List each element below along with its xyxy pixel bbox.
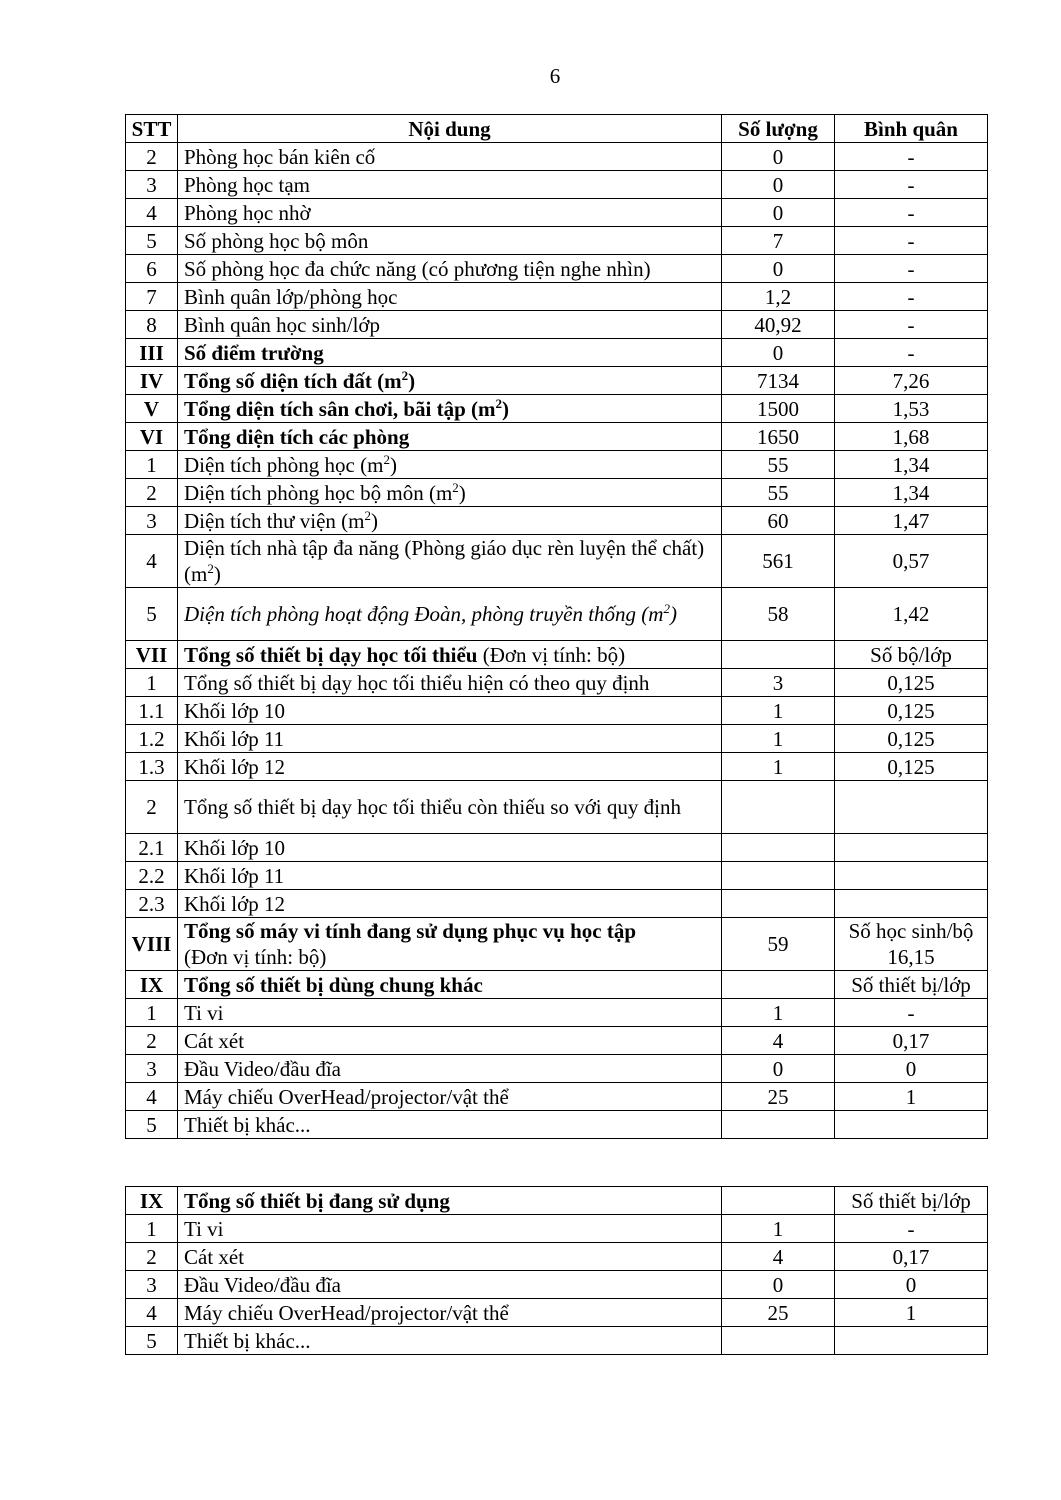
row-quantity: 0 <box>722 143 835 171</box>
row-content <box>178 451 722 479</box>
table-row <box>126 890 988 918</box>
row-stt: 1 <box>126 999 178 1027</box>
row-average: 0,57 <box>835 535 988 588</box>
equipment-in-use-table <box>125 1186 988 1355</box>
row-content <box>178 1187 722 1215</box>
row-quantity: 7 <box>722 227 835 255</box>
table-row <box>126 1187 988 1215</box>
row-average: 1 <box>835 1083 988 1111</box>
row-content-text: Tổng số máy vi tính đang sử dụng phục vụ học tập <box>184 919 637 943</box>
row-quantity <box>722 641 835 669</box>
row-average: - <box>835 143 988 171</box>
row-average: - <box>835 339 988 367</box>
row-quantity: 4 <box>722 1027 835 1055</box>
row-quantity <box>722 1187 835 1215</box>
row-content <box>178 283 722 311</box>
row-quantity: 55 <box>722 451 835 479</box>
unit-superscript: 2 <box>663 601 670 616</box>
row-stt: 2 <box>126 143 178 171</box>
row-content <box>178 918 722 971</box>
row-average: 1,47 <box>835 507 988 535</box>
row-content-text: Thiết bị khác... <box>184 1112 311 1137</box>
row-quantity <box>722 781 835 834</box>
table-header-row <box>126 115 988 143</box>
row-content-text: Cát xét <box>184 1244 245 1269</box>
row-quantity: 1 <box>722 1215 835 1243</box>
row-quantity: 0 <box>722 171 835 199</box>
row-stt: 1 <box>126 1215 178 1243</box>
row-quantity <box>722 834 835 862</box>
row-content <box>178 255 722 283</box>
row-stt: 3 <box>126 171 178 199</box>
row-content-text: Diện tích phòng học bộ môn (m <box>184 480 453 505</box>
row-content-text: Tổng số diện tích đất (m <box>184 368 402 393</box>
row-stt: 4 <box>126 535 178 588</box>
row-stt: 2.3 <box>126 890 178 918</box>
row-content <box>178 1055 722 1083</box>
table-row <box>126 507 988 535</box>
row-content <box>178 479 722 507</box>
row-average: - <box>835 311 988 339</box>
unit-superscript: 2 <box>207 561 214 576</box>
row-content <box>178 1271 722 1299</box>
row-average <box>835 1327 988 1355</box>
row-average: Số học sinh/bộ 16,15 <box>835 918 988 971</box>
row-quantity: 1,2 <box>722 283 835 311</box>
row-content <box>178 423 722 451</box>
row-quantity <box>722 971 835 999</box>
row-content-text: Phòng học bán kiên cố <box>184 144 376 169</box>
unit-suffix: ) <box>669 602 677 626</box>
row-content-text: Diện tích nhà tập đa năng (Phòng giáo dục rèn luyện thể chất) (m <box>184 536 705 586</box>
header-content: Nội dung <box>178 115 722 143</box>
table-row <box>126 199 988 227</box>
unit-note: (Đơn vị tính: bộ) <box>477 642 626 667</box>
row-content <box>178 339 722 367</box>
row-content-text: Tổng diện tích các phòng <box>184 424 410 449</box>
row-quantity: 4 <box>722 1243 835 1271</box>
table-row <box>126 423 988 451</box>
row-average: 0,125 <box>835 725 988 753</box>
row-average <box>835 781 988 834</box>
table-row <box>126 227 988 255</box>
row-content-text: Tổng số thiết bị dạy học tối thiểu còn thiếu so với quy định <box>184 795 681 819</box>
row-content <box>178 199 722 227</box>
row-average: 0,17 <box>835 1027 988 1055</box>
row-content-text: Diện tích phòng học (m <box>184 452 384 477</box>
row-average: - <box>835 999 988 1027</box>
row-content-text: Thiết bị khác... <box>184 1328 311 1353</box>
row-quantity: 1500 <box>722 395 835 423</box>
row-quantity: 1 <box>722 999 835 1027</box>
row-quantity: 1 <box>722 725 835 753</box>
row-stt: 3 <box>126 507 178 535</box>
row-content <box>178 535 722 588</box>
row-average: Số bộ/lớp <box>835 641 988 669</box>
row-content-text: Diện tích thư viện (m <box>184 508 365 533</box>
table-row <box>126 834 988 862</box>
row-stt: III <box>126 339 178 367</box>
row-stt: VIII <box>126 918 178 971</box>
row-stt: IX <box>126 1187 178 1215</box>
table-row <box>126 535 988 588</box>
row-content-text: Đầu Video/đầu đĩa <box>184 1056 341 1081</box>
row-content-text: Máy chiếu OverHead/projector/vật thể <box>184 1084 509 1109</box>
row-content-text: Tổng diện tích sân chơi, bãi tập (m <box>184 396 496 421</box>
row-average <box>835 1111 988 1139</box>
row-quantity: 1 <box>722 753 835 781</box>
row-quantity: 25 <box>722 1299 835 1327</box>
page-number: 6 <box>549 64 561 88</box>
unit-superscript: 2 <box>452 479 459 495</box>
row-content <box>178 725 722 753</box>
row-content-text: Khối lớp 12 <box>184 754 285 779</box>
unit-suffix: ) <box>458 480 466 505</box>
header-average: Bình quân <box>835 115 988 143</box>
row-stt: 5 <box>126 227 178 255</box>
table-row <box>126 999 988 1027</box>
row-content <box>178 1083 722 1111</box>
row-content-text: Cát xét <box>184 1028 245 1053</box>
table-row <box>126 1215 988 1243</box>
row-quantity: 60 <box>722 507 835 535</box>
row-content <box>178 1215 722 1243</box>
row-content-text: Bình quân lớp/phòng học <box>184 284 398 309</box>
row-quantity: 1650 <box>722 423 835 451</box>
row-average: Số thiết bị/lớp <box>835 971 988 999</box>
row-content <box>178 367 722 395</box>
row-stt: 3 <box>126 1055 178 1083</box>
row-stt: 8 <box>126 311 178 339</box>
row-average: 1,34 <box>835 479 988 507</box>
row-quantity: 7134 <box>722 367 835 395</box>
row-content <box>178 227 722 255</box>
row-content-text: Khối lớp 10 <box>184 698 285 723</box>
table-row <box>126 1083 988 1111</box>
table-row <box>126 283 988 311</box>
row-content-text: Phòng học nhờ <box>184 200 311 225</box>
table-row <box>126 781 988 834</box>
table-row <box>126 367 988 395</box>
table-row <box>126 971 988 999</box>
row-average: 0,125 <box>835 669 988 697</box>
row-average: 1,68 <box>835 423 988 451</box>
row-average: Số thiết bị/lớp <box>835 1187 988 1215</box>
row-quantity: 1 <box>722 697 835 725</box>
row-content <box>178 1243 722 1271</box>
row-quantity: 58 <box>722 588 835 641</box>
row-stt: 3 <box>126 1271 178 1299</box>
row-stt: 1.1 <box>126 697 178 725</box>
row-average: - <box>835 227 988 255</box>
unit-superscript: 2 <box>401 367 409 383</box>
row-stt: 4 <box>126 1083 178 1111</box>
row-content <box>178 890 722 918</box>
row-stt: 6 <box>126 255 178 283</box>
table-row <box>126 1271 988 1299</box>
row-average: - <box>835 1215 988 1243</box>
row-content <box>178 143 722 171</box>
row-content-text: Tổng số thiết bị dạy học tối thiểu <box>184 642 478 667</box>
row-content-text: Ti vi <box>184 1216 224 1241</box>
unit-suffix: ) <box>502 396 510 421</box>
row-content <box>178 395 722 423</box>
table-row <box>126 339 988 367</box>
row-stt: VI <box>126 423 178 451</box>
row-quantity: 0 <box>722 1271 835 1299</box>
unit-suffix: ) <box>371 508 379 533</box>
row-content-text: Tổng số thiết bị dạy học tối thiểu hiện có theo quy định <box>184 670 650 695</box>
table-row <box>126 697 988 725</box>
row-content <box>178 697 722 725</box>
facilities-table <box>125 114 988 1139</box>
table-row <box>126 1055 988 1083</box>
table-row <box>126 1299 988 1327</box>
row-average: - <box>835 171 988 199</box>
row-average <box>835 862 988 890</box>
row-stt: 2 <box>126 781 178 834</box>
row-average: 1,53 <box>835 395 988 423</box>
table-row <box>126 641 988 669</box>
row-content-text: Khối lớp 10 <box>184 835 285 860</box>
row-content-text: Tổng số thiết bị dùng chung khác <box>184 972 483 997</box>
row-average <box>835 890 988 918</box>
row-quantity: 3 <box>722 669 835 697</box>
row-content <box>178 971 722 999</box>
row-stt: 2 <box>126 1027 178 1055</box>
row-content-text: Phòng học tạm <box>184 172 310 197</box>
row-stt: IX <box>126 971 178 999</box>
table-row <box>126 588 988 641</box>
row-content <box>178 507 722 535</box>
row-content <box>178 1327 722 1355</box>
row-stt: 2.1 <box>126 834 178 862</box>
row-stt: VII <box>126 641 178 669</box>
row-quantity <box>722 890 835 918</box>
table-row <box>126 479 988 507</box>
row-stt: 2.2 <box>126 862 178 890</box>
row-stt: 1 <box>126 451 178 479</box>
row-quantity: 59 <box>722 918 835 971</box>
row-stt: 5 <box>126 1111 178 1139</box>
row-content-text: Số điểm trường <box>184 340 324 365</box>
table-row <box>126 1027 988 1055</box>
row-average: 0,125 <box>835 697 988 725</box>
row-stt: 4 <box>126 199 178 227</box>
row-content <box>178 834 722 862</box>
row-content <box>178 588 722 641</box>
row-content-text: Máy chiếu OverHead/projector/vật thể <box>184 1300 509 1325</box>
table-row <box>126 1243 988 1271</box>
row-content <box>178 1027 722 1055</box>
row-average: 0 <box>835 1271 988 1299</box>
row-content <box>178 171 722 199</box>
unit-note: (Đơn vị tính: bộ) <box>184 945 327 969</box>
unit-superscript: 2 <box>383 451 390 467</box>
row-average: 1,34 <box>835 451 988 479</box>
row-average <box>835 834 988 862</box>
row-stt: 1.3 <box>126 753 178 781</box>
row-content-text: Bình quân học sinh/lớp <box>184 312 381 337</box>
row-stt: IV <box>126 367 178 395</box>
row-quantity: 40,92 <box>722 311 835 339</box>
row-stt: 5 <box>126 1327 178 1355</box>
header-stt: STT <box>126 115 178 143</box>
table-row <box>126 451 988 479</box>
row-quantity: 0 <box>722 339 835 367</box>
row-content <box>178 669 722 697</box>
row-content-text: Tổng số thiết bị đang sử dụng <box>184 1188 450 1213</box>
row-average: - <box>835 283 988 311</box>
row-average: 1 <box>835 1299 988 1327</box>
unit-suffix: ) <box>408 368 416 393</box>
row-content-text: Ti vi <box>184 1000 224 1025</box>
row-stt: 2 <box>126 1243 178 1271</box>
row-content-text: Khối lớp 11 <box>184 863 285 888</box>
row-quantity <box>722 1327 835 1355</box>
row-average: 7,26 <box>835 367 988 395</box>
row-content-text: Diện tích phòng hoạt động Đoàn, phòng truyền thống (m <box>184 602 664 626</box>
row-average: - <box>835 199 988 227</box>
row-quantity: 25 <box>722 1083 835 1111</box>
table-row <box>126 1327 988 1355</box>
row-average: 1,42 <box>835 588 988 641</box>
row-content <box>178 1299 722 1327</box>
row-quantity: 0 <box>722 1055 835 1083</box>
row-quantity: 0 <box>722 199 835 227</box>
row-quantity <box>722 862 835 890</box>
row-content-text: Khối lớp 11 <box>184 726 285 751</box>
row-stt: 1.2 <box>126 725 178 753</box>
row-stt: 2 <box>126 479 178 507</box>
row-average: 0,125 <box>835 753 988 781</box>
row-quantity <box>722 1111 835 1139</box>
row-average: 0,17 <box>835 1243 988 1271</box>
unit-suffix: ) <box>389 452 397 477</box>
unit-superscript: 2 <box>495 395 503 411</box>
table-row <box>126 1111 988 1139</box>
unit-superscript: 2 <box>364 507 372 523</box>
row-content <box>178 641 722 669</box>
table-row <box>126 669 988 697</box>
table-row <box>126 311 988 339</box>
row-content-text: Đầu Video/đầu đĩa <box>184 1272 341 1297</box>
row-content <box>178 862 722 890</box>
row-content-text: Khối lớp 12 <box>184 891 285 916</box>
row-content <box>178 311 722 339</box>
row-content <box>178 999 722 1027</box>
row-content-text: Số phòng học bộ môn <box>184 228 369 253</box>
header-quantity: Số lượng <box>722 115 835 143</box>
table-row <box>126 255 988 283</box>
row-stt: 1 <box>126 669 178 697</box>
row-quantity: 0 <box>722 255 835 283</box>
table-row <box>126 862 988 890</box>
table-row <box>126 753 988 781</box>
table-row <box>126 143 988 171</box>
row-content <box>178 753 722 781</box>
table-row <box>126 725 988 753</box>
row-content <box>178 1111 722 1139</box>
table-row <box>126 918 988 971</box>
row-average: 0 <box>835 1055 988 1083</box>
table-row <box>126 395 988 423</box>
row-stt: 7 <box>126 283 178 311</box>
row-quantity: 55 <box>722 479 835 507</box>
row-quantity: 561 <box>722 535 835 588</box>
row-stt: V <box>126 395 178 423</box>
table-row <box>126 171 988 199</box>
row-average: - <box>835 255 988 283</box>
row-stt: 5 <box>126 588 178 641</box>
unit-suffix: ) <box>213 562 221 586</box>
row-content <box>178 781 722 834</box>
row-stt: 4 <box>126 1299 178 1327</box>
row-content-text: Số phòng học đa chức năng (có phương tiện nghe nhìn) <box>184 256 651 281</box>
